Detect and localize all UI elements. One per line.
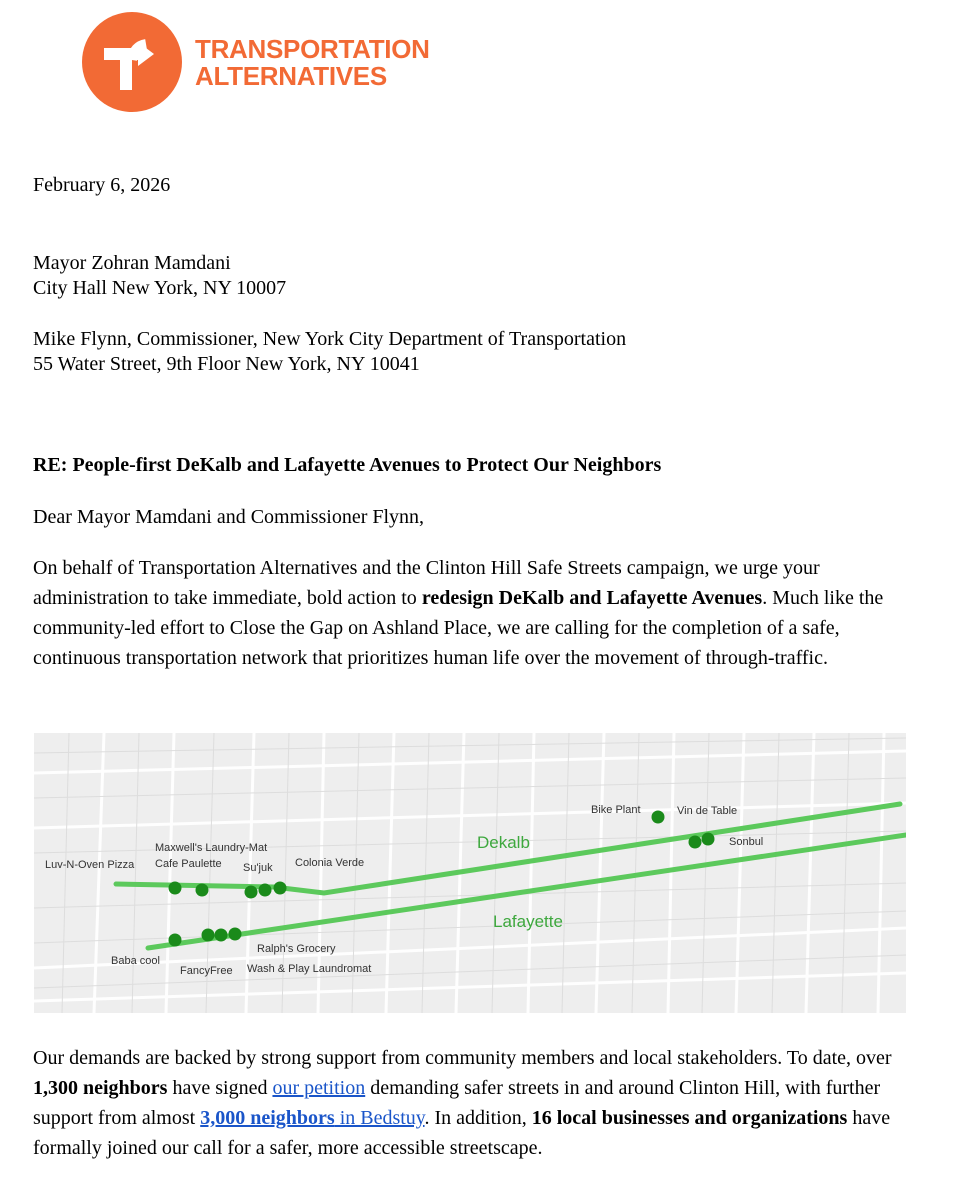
label-colonia-verde: Colonia Verde [295, 857, 365, 869]
subject-line: RE: People-first DeKalb and Lafayette Avenues to Protect Our Neighbors [33, 454, 662, 476]
support-bold-1: 1,300 neighbors [33, 1077, 168, 1099]
lafayette-label: Lafayette [493, 912, 563, 931]
marker-baba-cool [169, 934, 182, 947]
letter-date: February 6, 2026 [33, 174, 171, 196]
logo-circle [82, 12, 182, 112]
recipient-1-name: Mayor Zohran Mamdani [33, 252, 231, 274]
marker-ralphs [215, 929, 228, 942]
transportation-alternatives-logo [82, 12, 462, 116]
support-text-1: Our demands are backed by strong support from community members and local stakeholders. To date, over [33, 1047, 892, 1069]
label-wash-play-laundromat: Wash & Play Laundromat [247, 963, 372, 975]
marker-bike-plant [652, 811, 665, 824]
marker-cafe-paulette [196, 884, 209, 897]
logo-text [195, 36, 430, 90]
marker-fancyfree [202, 929, 215, 942]
marker-colonia-verde [274, 882, 287, 895]
recipient-1-address: City Hall New York, NY 10007 [33, 277, 287, 299]
map-background [34, 733, 906, 1013]
bedstuy-link-bold: 3,000 neighbors [200, 1107, 335, 1129]
label-cafe-paulette: Cafe Paulette [155, 858, 222, 870]
bedstuy-link-rest: in Bedstuy [334, 1107, 425, 1129]
marker-maxwells [245, 886, 258, 899]
support-paragraph [33, 1043, 923, 1163]
label-sujuk: Su'juk [243, 862, 273, 874]
marker-wash-play [229, 928, 242, 941]
recipient-2-address: 55 Water Street, 9th Floor New York, NY 10041 [33, 353, 420, 375]
marker-sujuk [259, 884, 272, 897]
intro-text-before: On behalf of Transportation Alternatives and the Clinton Hill Safe Streets campaign, we urge your administration to take immediate, bold action to [33, 557, 820, 609]
recipient-2-name: Mike Flynn, Commissioner, New York City Department of Transportation [33, 328, 627, 350]
logo-line-1: TRANSPORTATION [195, 34, 430, 64]
marker-sonbul [702, 833, 715, 846]
salutation: Dear Mayor Mamdani and Commissioner Flynn, [33, 506, 425, 528]
logo-arrow-icon [82, 12, 182, 112]
logo-line-2: ALTERNATIVES [195, 61, 387, 91]
petition-link[interactable]: our petition [272, 1077, 366, 1099]
dekalb-label: Dekalb [477, 833, 530, 852]
label-bike-plant: Bike Plant [591, 804, 641, 816]
support-text-3: demanding safer streets in and around Clinton Hill, with further support from almost [33, 1077, 881, 1129]
label-vin-de-table: Vin de Table [677, 805, 738, 817]
support-text-2: have signed [167, 1077, 273, 1099]
intro-paragraph [33, 553, 923, 673]
marker-vin-de-table [689, 836, 702, 849]
intro-text-after: . Much like the community-led effort to Close the Gap on Ashland Place, we are calling for the completion of a safe, continuous transportation network that prioritizes human life over the movement of through-traffic. [33, 587, 884, 669]
label-ralphs-grocery: Ralph's Grocery [257, 943, 336, 955]
label-baba-cool: Baba cool [111, 955, 160, 967]
bedstuy-link[interactable] [200, 1107, 424, 1129]
marker-luv-n-oven [169, 882, 182, 895]
support-text-4: . In addition, [424, 1107, 532, 1129]
label-maxwells-laundry-mat: Maxwell's Laundry-Mat [155, 842, 268, 854]
corridor-map [34, 733, 906, 1013]
label-fancyfree: FancyFree [180, 965, 233, 977]
support-text-5: have formally joined our call for a safer, more accessible streetscape. [33, 1107, 891, 1159]
label-sonbul: Sonbul [729, 836, 764, 848]
label-luv-n-oven-pizza: Luv-N-Oven Pizza [45, 859, 135, 871]
intro-bold-text: redesign DeKalb and Lafayette Avenues [421, 587, 763, 609]
support-bold-2: 16 local businesses and organizations [531, 1107, 848, 1129]
